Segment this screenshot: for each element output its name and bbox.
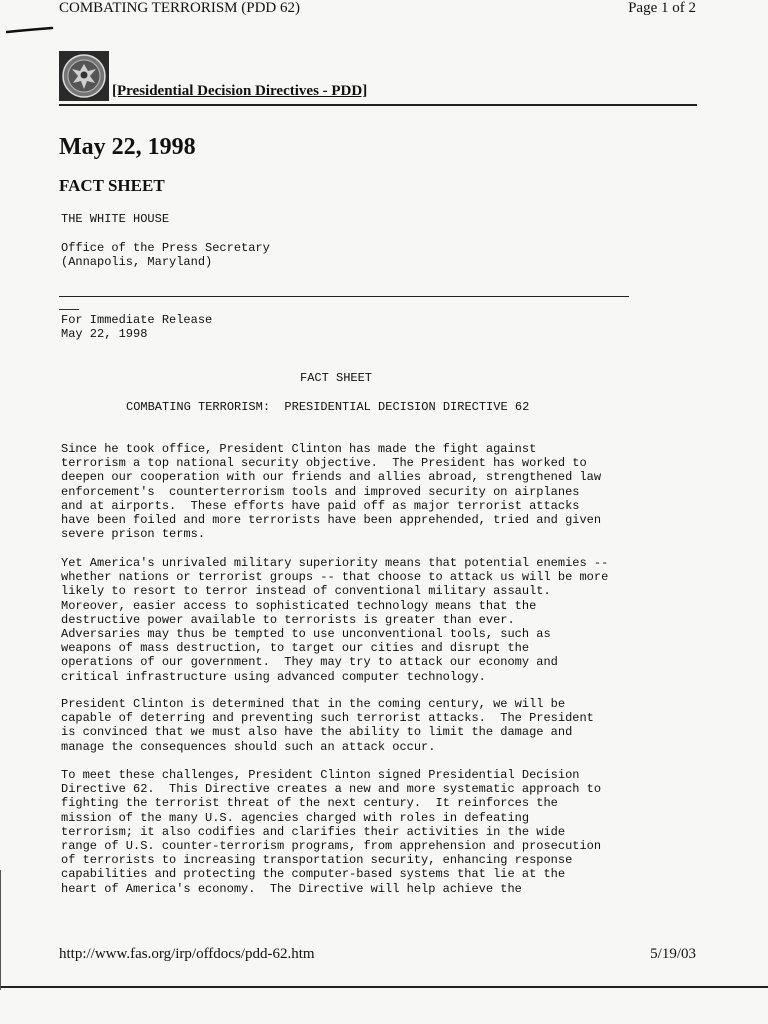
- paragraph: Since he took office, President Clinton has made the fight against terrorism a top national security objective. The President has worked to deepen our cooperation with our friends and allies abroad, strengthened law enforcement's counterterrorism tools and improved security on airplanes and at airports. These efforts have paid off as major terrorist attacks have been foiled and more terrorists have been apprehended, tried and given severe prison terms.: [61, 442, 602, 542]
- document-title: FACT SHEET: [59, 176, 165, 195]
- page-header-title: COMBATING TERRORISM (PDD 62): [59, 0, 300, 16]
- page-edge-line: [0, 986, 768, 988]
- header-divider: [59, 104, 697, 106]
- section-divider: [59, 296, 629, 297]
- press-office: Office of the Press Secretary (Annapolis, Maryland): [61, 241, 270, 270]
- center-title: FACT SHEET: [300, 371, 373, 385]
- short-rule: [59, 309, 79, 310]
- paragraph: President Clinton is determined that in the coming century, we will be capable of deterring and preventing such terrorist attacks. The President is convinced that we must also have the ability to limit the damage and manage the consequences should such an attack occur.: [61, 697, 594, 754]
- page-number: Page 1 of 2: [628, 0, 696, 16]
- paragraph: To meet these challenges, President Clinton signed Presidential Decision Directive 62. This Directive creates a new and more systematic approach to fighting the terrorist threat of the next century. It reinforces the mission of the many U.S. agencies charged with roles in defeating terrorism; it also codifies and clarifies their activities in the wide range of U.S. counter-terrorism programs, from apprehension and prosecution of terrorists to increasing transportation security, enhancing response capabilities and protecting the computer-based systems that lie at the heart of America's economy. The Directive will help achieve the: [61, 768, 602, 896]
- issuer: THE WHITE HOUSE: [61, 212, 170, 226]
- page-edge-line: [0, 870, 1, 990]
- print-date: 5/19/03: [650, 946, 696, 962]
- presidential-seal-icon: [59, 51, 109, 101]
- pdd-index-link[interactable]: [Presidential Decision Directives - PDD]: [112, 83, 368, 99]
- paragraph: Yet America's unrivaled military superiority means that potential enemies -- whether nations or terrorist groups -- that choose to attack us will be more likely to resort to terror instead of conventional military assault. Moreover, easier access to sophisticated technology means that the destructive power available to terrorists is greater than ever. Adversaries may thus be tempted to use unconventional tools, such as weapons of mass destruction, to target our cities and disrupt the operations of our government. They may try to attack our economy and critical infrastructure using advanced computer technology.: [61, 556, 609, 684]
- scan-mark: [6, 26, 54, 34]
- release-info: For Immediate Release May 22, 1998: [61, 313, 213, 342]
- source-url[interactable]: http://www.fas.org/irp/offdocs/pdd-62.htm: [59, 946, 315, 962]
- directive-subtitle: COMBATING TERRORISM: PRESIDENTIAL DECISION DIRECTIVE 62: [126, 400, 530, 414]
- document-date: May 22, 1998: [59, 134, 196, 160]
